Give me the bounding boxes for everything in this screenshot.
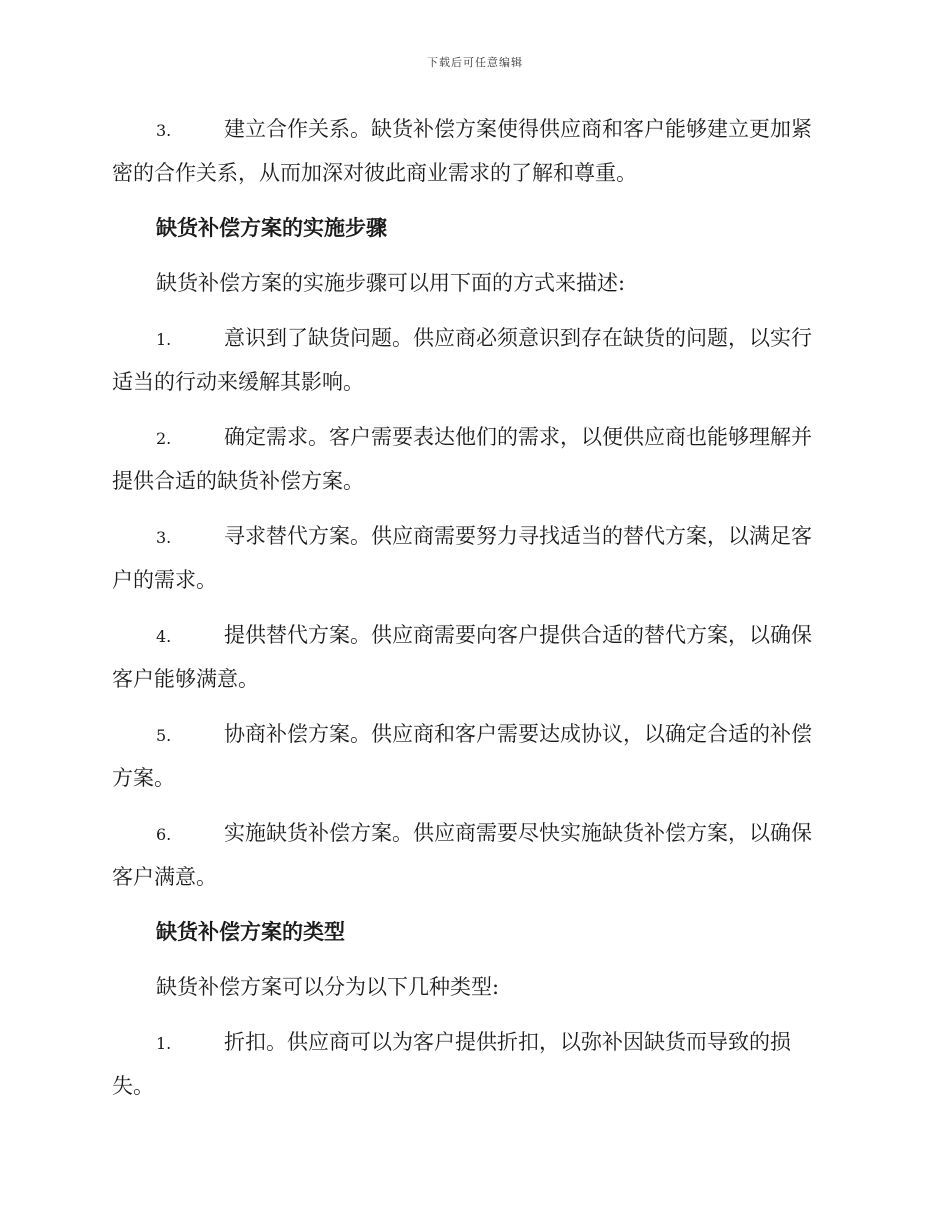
list-number: 6.: [156, 825, 172, 844]
list-number: 1.: [156, 1034, 172, 1053]
list-text: 实施缺货补偿方案。供应商需要尽快实施缺货补偿方案，以确保客户满意。: [112, 821, 812, 889]
list-text: 寻求替代方案。供应商需要努力寻找适当的替代方案，以满足客户的需求。: [112, 524, 812, 592]
list-number: 3.: [156, 528, 172, 547]
intro-paragraph: 缺货补偿方案可以分为以下几种类型:: [156, 975, 500, 999]
page-header: 下载后可任意编辑: [427, 56, 523, 69]
list-item: [112, 812, 832, 898]
list-number: 3.: [156, 121, 172, 140]
list-text: 确定需求。客户需要表达他们的需求，以便供应商也能够理解并提供合适的缺货补偿方案。: [112, 425, 812, 493]
list-item: [112, 515, 832, 601]
list-item: [112, 108, 832, 194]
section-heading: 缺货补偿方案的实施步骤: [156, 216, 387, 240]
list-text: 建立合作关系。缺货补偿方案使得供应商和客户能够建立更加紧密的合作关系，从而加深对彼此商业需求的了解和尊重。: [112, 117, 812, 185]
intro-paragraph: 缺货补偿方案的实施步骤可以用下面的方式来描述:: [156, 271, 626, 295]
list-item: [112, 317, 832, 403]
list-item: [112, 1021, 832, 1107]
list-number: 4.: [156, 627, 172, 646]
list-text: 提供替代方案。供应商需要向客户提供合适的替代方案，以确保客户能够满意。: [112, 623, 812, 691]
list-item: [112, 416, 832, 502]
document-body: [112, 108, 832, 1120]
section-heading: 缺货补偿方案的类型: [156, 920, 345, 944]
list-text: 意识到了缺货问题。供应商必须意识到存在缺货的问题，以实行适当的行动来缓解其影响。: [112, 326, 812, 394]
list-text: 协商补偿方案。供应商和客户需要达成协议，以确定合适的补偿方案。: [112, 722, 812, 790]
list-number: 1.: [156, 330, 172, 349]
list-text: 折扣。供应商可以为客户提供折扣，以弥补因缺货而导致的损失。: [112, 1030, 791, 1098]
list-item: [112, 713, 832, 799]
list-number: 2.: [156, 429, 172, 448]
list-number: 5.: [156, 726, 172, 745]
list-item: [112, 614, 832, 700]
